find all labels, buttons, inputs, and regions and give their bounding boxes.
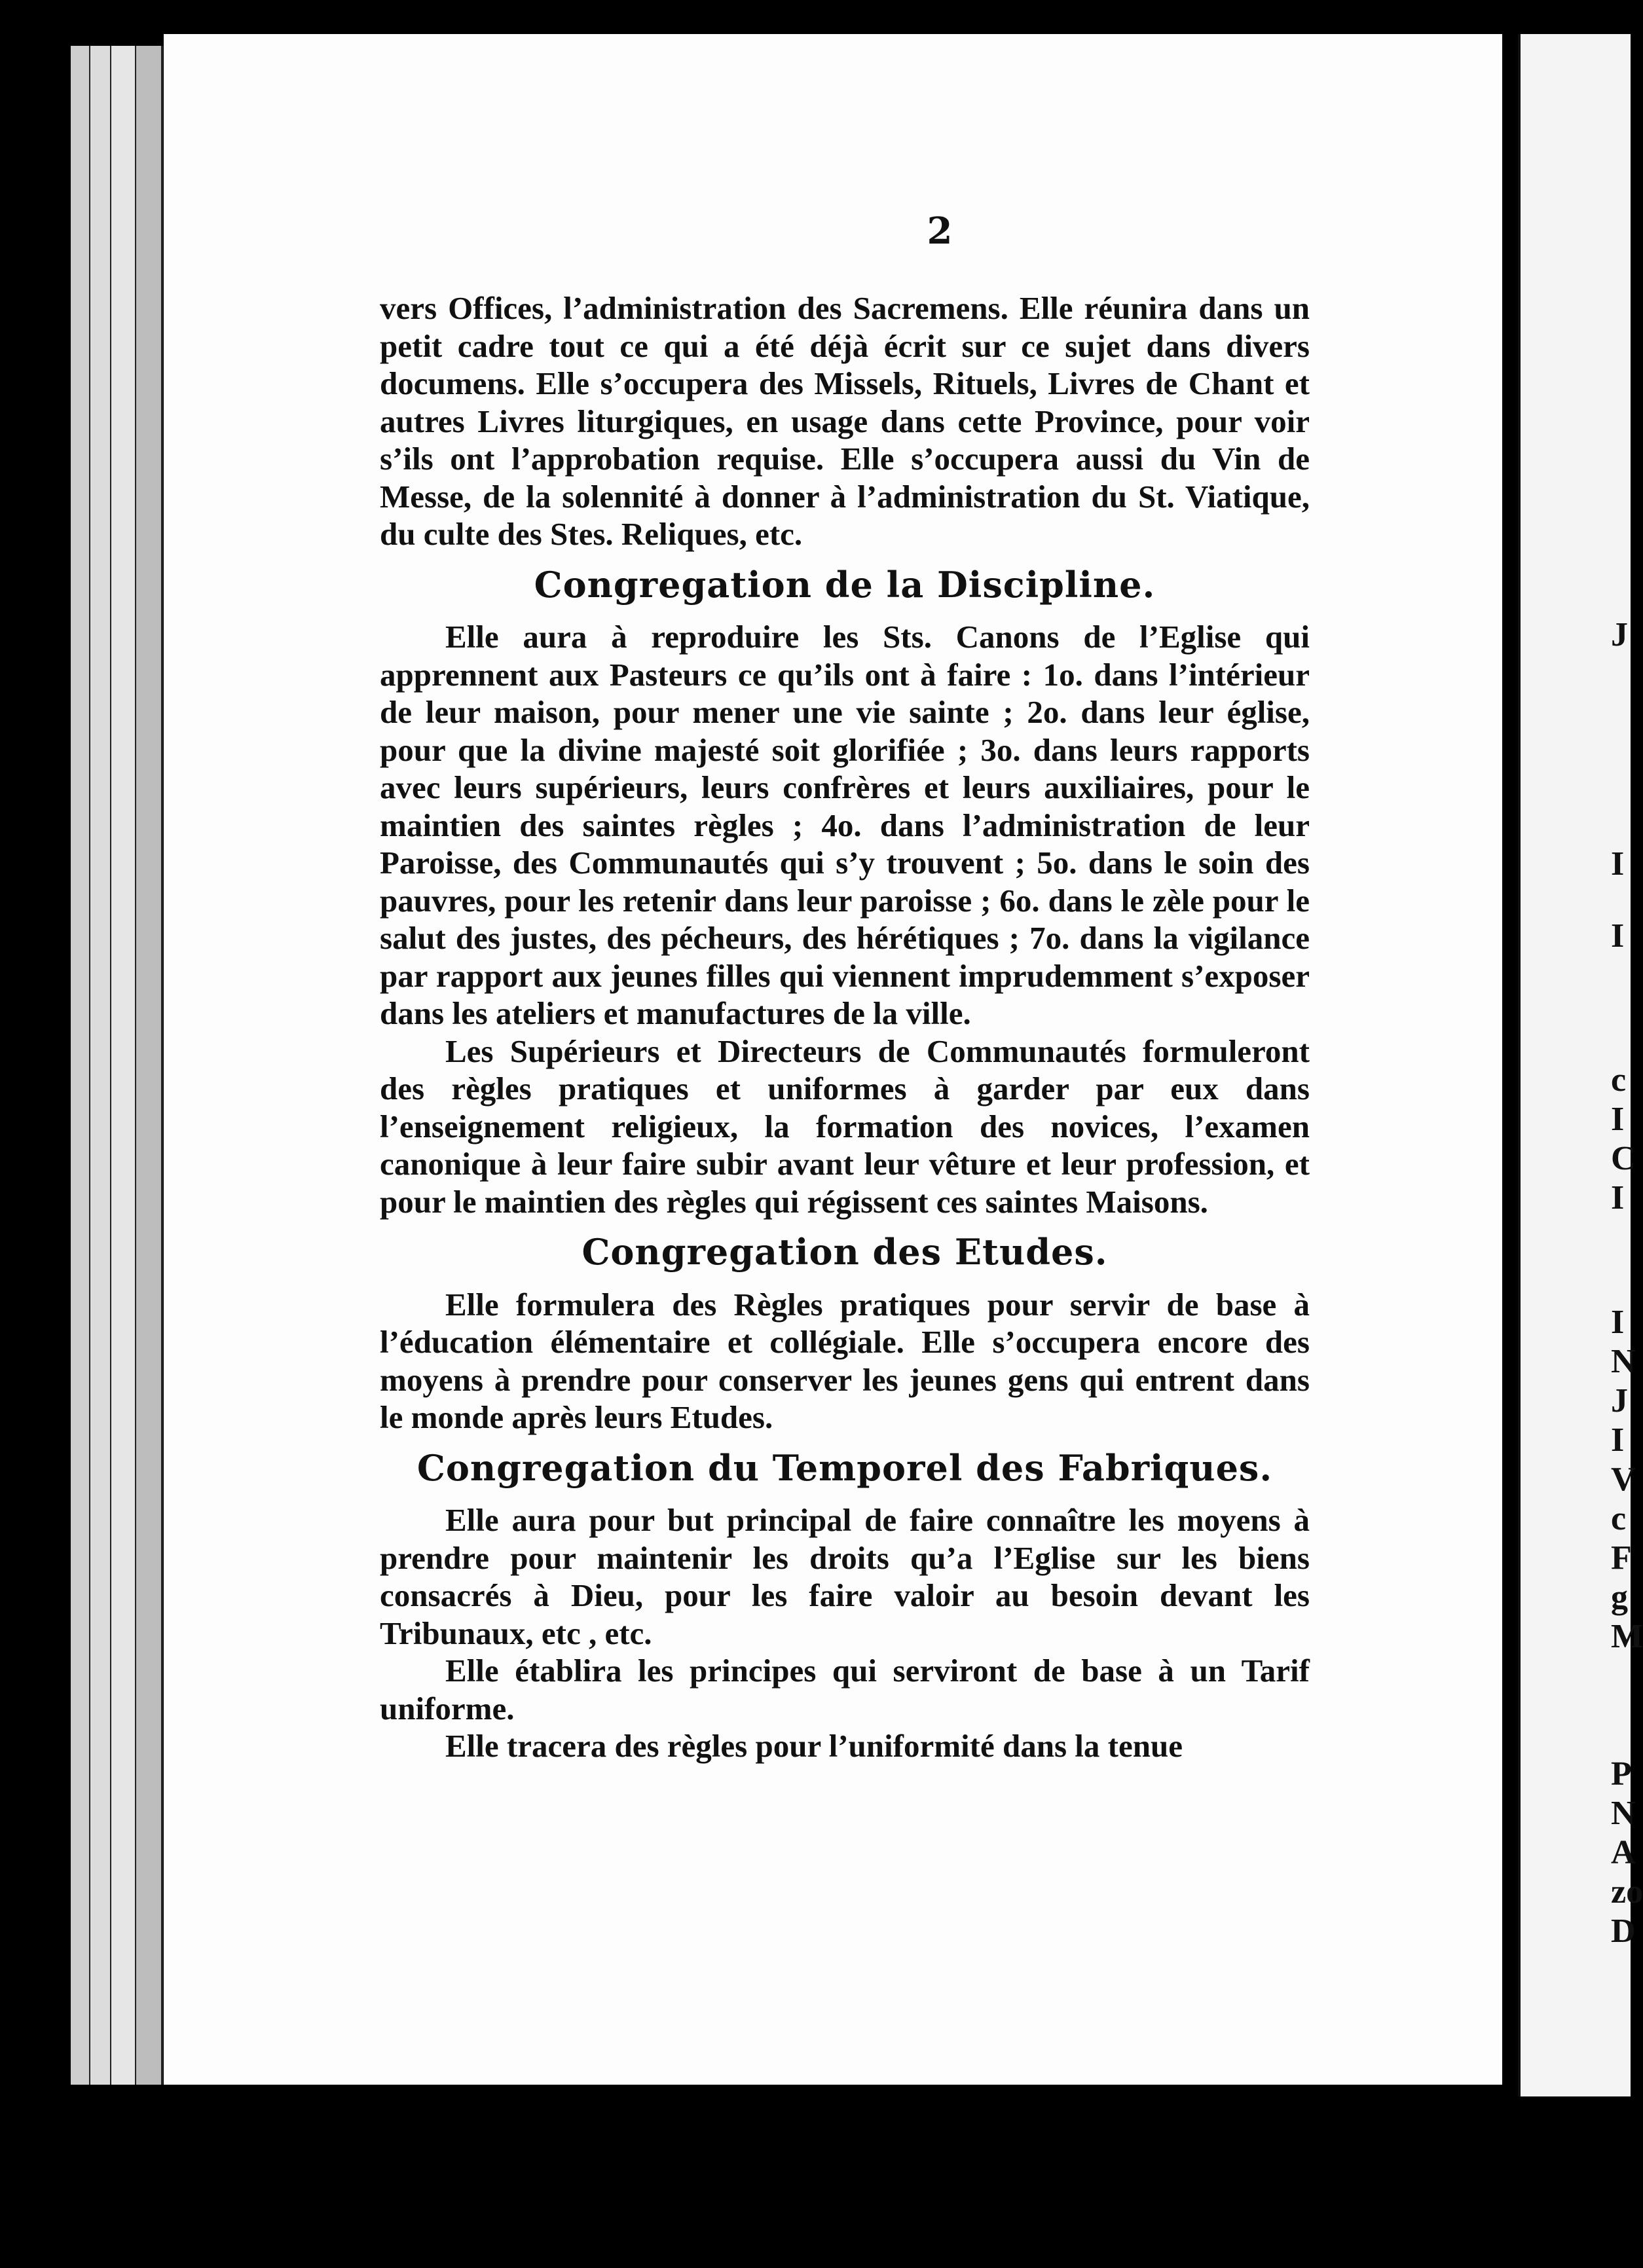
body-paragraph: Les Supérieurs et Directeurs de Communautés formuleront des règles pratiques et uniformes à garder par eux dans l’enseignement religieux, la formation des novices, l’examen canonique à leur faire subir avant leur vêture et leur profession, et pour le maintien des règles qui régissent ces saintes Maisons. [380, 1033, 1310, 1220]
page-number: 2 [927, 210, 953, 253]
body-paragraph: Elle tracera des règles pour l’uniformité dans la tenue [445, 1728, 1183, 1764]
facing-page-letter: F [1611, 1539, 1632, 1577]
facing-page-letter: M [1611, 1618, 1643, 1655]
facing-page-letter: J [1611, 616, 1628, 653]
body-paragraph: Elle formulera des Règles pratiques pour servir de base à l’éducation élémentaire et collégiale. Elle s’occupera encore des moyens à prendre pour conserver les jeunes gens qui entrent dans le monde après leurs Etudes. [380, 1286, 1310, 1435]
facing-page-letter: I [1611, 1421, 1625, 1459]
body-paragraph: Elle établira les principes qui serviront de base à un Tarif uniforme. [380, 1653, 1310, 1727]
facing-page-letter: V [1611, 1461, 1636, 1498]
facing-page-letter: D [1611, 1912, 1636, 1950]
facing-page-letter: zo [1611, 1873, 1643, 1911]
facing-page-letter: A [1611, 1834, 1636, 1871]
section-heading: Congregation des Etudes. [582, 1231, 1108, 1273]
body-paragraph: Elle aura à reproduire les Sts. Canons de l’Eglise qui apprennent aux Pasteurs ce qu’ils ont à faire : 1o. dans l’intérieur de leur maison, pour mener une vie sainte ; 2o. dans leur église, pour que la divine majesté soit glorifiée ; 3o. dans leurs rapports avec leurs supérieurs, leurs confrères et leurs auxiliaires, pour le maintien des saintes règles ; 4o. dans l’administration de leur Paroisse, des Communautés qui s’y trouvent ; 5o. dans le soin des pauvres, pour les retenir dans leur paroisse ; 6o. dans le zèle pour le salut des justes, des pécheurs, des hérétiques ; 7o. dans la vigilance par rapport aux jeunes filles qui viennent imprudemment s’exposer dans les ateliers et manufactures de la ville. [380, 619, 1310, 1031]
facing-page-letter: g [1611, 1579, 1628, 1616]
facing-page-letter: I [1611, 845, 1625, 883]
facing-page-letter: I [1611, 1101, 1625, 1138]
facing-page-letter: I [1611, 1179, 1625, 1216]
facing-page-letter: J [1611, 1382, 1628, 1419]
body-paragraph: Elle aura pour but principal de faire connaître les moyens à prendre pour maintenir les droits qu’a l’Eglise sur les biens consacrés à Dieu, pour les faire valoir au besoin devant les Tribunaux, etc , etc. [380, 1502, 1310, 1651]
facing-page-letter: c [1611, 1061, 1627, 1099]
book-leaf-edge [136, 46, 163, 2085]
page-body [380, 289, 1310, 1765]
facing-page-letter: I [1611, 1304, 1625, 1341]
book-leaf-edge [111, 46, 137, 2085]
book-page [164, 34, 1502, 2085]
book-leaf-edge [71, 46, 91, 2085]
facing-page-letter: N [1611, 1795, 1636, 1832]
facing-page-letter: N [1611, 1343, 1636, 1380]
facing-page-letter: P [1611, 1755, 1632, 1793]
facing-page-letter: I [1611, 917, 1625, 955]
body-paragraph: vers Offices, l’administration des Sacremens. Elle réunira dans un petit cadre tout ce qui a été déjà écrit sur ce sujet dans divers documens. Elle s’occupera des Missels, Rituels, Livres de Chant et autres Livres liturgiques, en usage dans cette Province, pour voir s’ils ont l’approbation requise. Elle s’occupera aussi du Vin de Messe, de la solennité à donner à l’administration du St. Viatique, du culte des Stes. Reliques, etc. [380, 290, 1310, 552]
book-leaf-edge [90, 46, 112, 2085]
section-heading: Congregation du Temporel des Fabriques. [416, 1446, 1273, 1489]
section-heading: Congregation de la Discipline. [534, 563, 1156, 606]
facing-page-letter: C [1611, 1140, 1636, 1177]
facing-page-letter: c [1611, 1500, 1627, 1537]
